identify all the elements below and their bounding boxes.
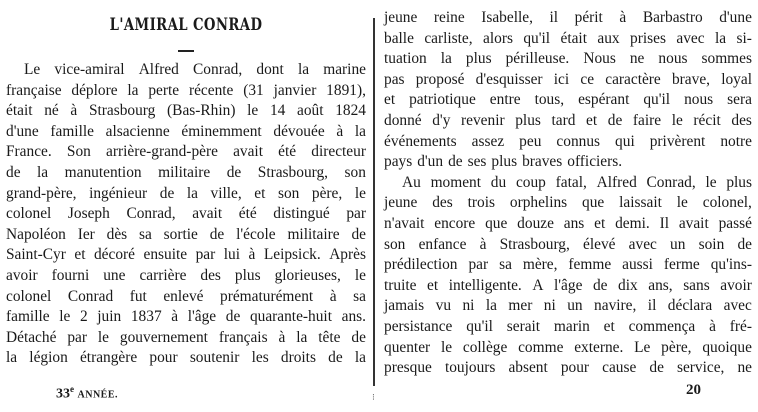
text-line: pas proposé d'esquisser ici ce caractère brave, loyal — [384, 70, 752, 88]
text-line: était né à Strasbourg (Bas-Rhin) le 14 août 1824 — [6, 102, 366, 120]
text-line: quenter le collège comme externe. Le père, quoique — [384, 338, 752, 356]
text-line: famille le 2 juin 1837 à l'âge de quarante-huit ans. — [6, 308, 366, 326]
text-line: presque toujours absent pour cause de service, ne — [384, 359, 752, 377]
title-rule — [178, 50, 194, 52]
text-line: jamais vu ni la mer ni un navire, il déclara avec — [384, 297, 752, 315]
volume-number: 33 — [56, 386, 70, 402]
right-column-text — [384, 8, 752, 379]
text-line: Napoléon Ier dès sa sortie de l'école militaire de — [6, 225, 366, 243]
text-line: colonel Conrad fut enlevé prématurément à sa — [6, 287, 366, 305]
text-line: et patriotique entre tous, espérant qu'il nous sera — [384, 91, 752, 109]
text-line: prédilection par sa mère, femme aussi ferme qu'ins- — [384, 256, 752, 274]
text-line: France. Son arrière-grand-père avait été directeur — [6, 143, 366, 161]
text-line: jeune reine Isabelle, il périt à Barbastro d'une — [384, 9, 752, 26]
text-line: tuation la plus périlleuse. Nous ne nous sommes — [384, 50, 752, 68]
text-line: pays d'un de ses plus braves officiers. — [384, 153, 623, 171]
text-line: d'une famille alsacienne éminemment dévouée à la — [6, 122, 366, 140]
left-column-text — [6, 60, 366, 369]
divider-mark: ⁝ — [372, 392, 375, 402]
column-divider — [373, 18, 375, 386]
article-title: L'AMIRAL CONRAD — [109, 15, 263, 35]
text-line: la légion étrangère pour soutenir les droits de la — [6, 349, 366, 367]
text-line: Le vice-amiral Alfred Conrad, dont la marine — [24, 61, 366, 78]
volume-sup: e — [70, 384, 74, 394]
text-line: avoir fourni une carrière des plus glorieuses, le — [6, 266, 366, 284]
volume-label: ANNÉE. — [77, 389, 119, 401]
right-column — [384, 8, 752, 379]
left-column — [6, 0, 366, 369]
text-line: Saint-Cyr et décoré ensuite par lui à Leipsick. Après — [6, 246, 366, 264]
text-line: événements assez peu connus qui privèrent notre — [384, 132, 752, 150]
text-line: persistance qu'il serait marin et commença à fré- — [384, 317, 752, 335]
text-line: colonel Joseph Conrad, avait été distingué par — [6, 205, 366, 223]
text-line: Au moment du coup fatal, Alfred Conrad, le plus — [402, 173, 752, 191]
text-line: n'avait encore que douze ans et demi. Il avait passé — [384, 214, 752, 232]
text-line: son enfance à Strasbourg, élevé avec un soin de — [384, 235, 752, 253]
page-number: 20 — [686, 382, 701, 398]
text-line: balle carliste, alors qu'il était aux prises avec la si- — [384, 29, 752, 47]
text-line: de la manutention militaire de Strasbourg, son — [6, 163, 366, 181]
text-line: jeune des trois orphelins que laissait le colonel, — [384, 194, 752, 212]
volume-footer — [56, 384, 118, 403]
text-line: française déplore la perte récente (31 janvier 1891), — [6, 81, 366, 99]
text-line: donné d'y revenir plus tard et de faire le récit des — [384, 111, 752, 129]
text-line: grand-père, ingénieur de la ville, et son père, le — [6, 184, 366, 202]
text-line: Détaché par le gouvernement français à la tête de — [6, 328, 366, 346]
text-line: truite et intelligente. A l'âge de dix ans, sans avoir — [384, 276, 752, 294]
